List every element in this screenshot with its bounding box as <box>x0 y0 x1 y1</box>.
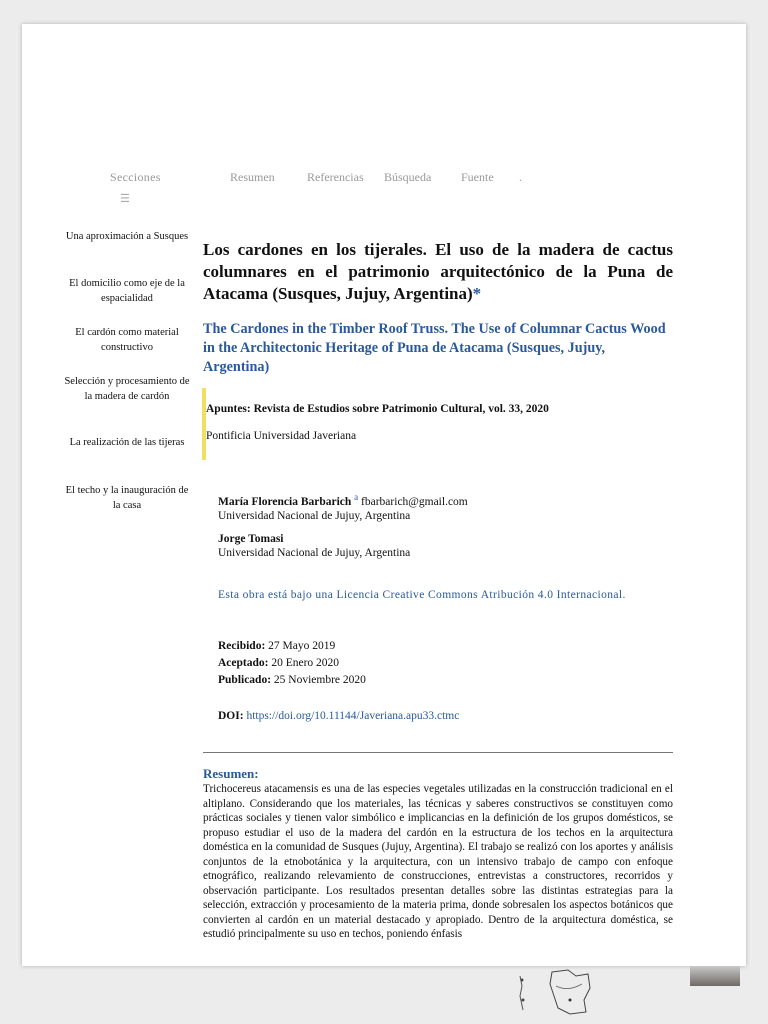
accepted-label: Aceptado: <box>218 657 269 669</box>
doi-row <box>218 710 459 722</box>
nav-link-busqueda[interactable]: Búsqueda <box>384 170 432 184</box>
publisher-name: Pontificia Universidad Javeriana <box>206 430 357 442</box>
abstract-title: Resumen: <box>203 766 259 781</box>
author-1-sup[interactable]: a <box>354 492 359 502</box>
photo-thumbnail <box>690 966 740 986</box>
nav-link-referencias[interactable]: Referencias <box>307 170 364 184</box>
document-page <box>22 24 746 966</box>
journal-name: Apuntes: Revista de Estudios sobre Patrimonio Cultural, vol. 33, 2020 <box>206 403 549 415</box>
received-date: 27 Mayo 2019 <box>268 640 336 652</box>
author-1-email[interactable]: fbarbarich@gmail.com <box>361 495 468 508</box>
sidebar-item-aproximacion[interactable]: Una aproximación a Susques <box>65 231 189 242</box>
author-1-affiliation: Universidad Nacional de Jujuy, Argentina <box>218 509 411 522</box>
abstract-text: Trichocereus atacamensis es una de las especies vegetales utilizadas en la construcción tradicional en el altiplano. Considerando que los materiales, las técnicas y saberes constructivos se constituyen como prácticas sociales y tienen valor simbólico e implicancias en la definición de los grupos domésticos, se propuso estudiar el uso de la madera del cardón en la estructura de los techos en la arquitectura doméstica en la comunidad de Susques (Jujuy, Argentina). El trabajo se realizó con los aportes y análisis conjuntos de la etnobotánica y la arquitectura, con un intensivo trabajo de campo con enfoque etnográfico, realizando relevamiento de construcciones, entrevistas a constructores, recorridos y observación participante. Los resultados presentan detalles sobre las distintas estrategias para la selección, extracción y procesamiento de la materia prima, donde sobresalen los aspectos botánicos que convierten al cardón en un material destacado y apropiado. Dentro de la arquitectura doméstica, se estudió principalmente su uso en techos, poniendo énfasis <box>203 783 673 940</box>
sidebar-item-techo[interactable]: El techo y la inauguración de la casa <box>65 485 189 511</box>
author-1-name: María Florencia Barbarich <box>218 495 352 508</box>
license-link[interactable]: Esta obra está bajo una Licencia Creative Commons Atribución 4.0 Internacional. <box>218 589 626 601</box>
title-es-text: Los cardones en los tijerales. El uso de la madera de cactus columnares en el patrimonio arquitectónico de la Puna de Atacama (Susques, Jujuy, Argentina) <box>203 240 673 303</box>
author-2 <box>218 532 410 560</box>
divider <box>203 752 673 753</box>
author-2-affiliation: Universidad Nacional de Jujuy, Argentina <box>218 547 411 559</box>
accepted-date: 20 Enero 2020 <box>271 657 340 669</box>
article-title-en: The Cardones in the Timber Roof Truss. The Use of Columnar Cactus Wood in the Architectonic Heritage of Puna de Atacama (Susques, Jujuy, Argentina) <box>203 321 666 375</box>
published-row <box>218 672 366 689</box>
sidebar-item-domicilio[interactable]: El domicilio como eje de la espacialidad <box>69 278 185 304</box>
article-title-es <box>203 239 673 305</box>
author-2-name: Jorge Tomasi <box>218 533 284 545</box>
nav-link-extra[interactable]: . <box>519 170 522 184</box>
author-1 <box>218 490 468 523</box>
region-map-icon <box>546 966 596 1018</box>
sidebar-item-cardon-material[interactable]: El cardón como material constructivo <box>75 327 179 353</box>
sidebar-item-tijeras[interactable]: La realización de las tijeras <box>69 437 185 448</box>
sections-label: Secciones <box>110 170 161 184</box>
nav-link-fuente[interactable]: Fuente <box>461 170 494 184</box>
doi-link[interactable]: https://doi.org/10.11144/Javeriana.apu33.ctmc <box>246 710 460 722</box>
published-date: 25 Noviembre 2020 <box>273 674 366 686</box>
title-footnote-mark[interactable]: * <box>472 284 482 303</box>
nav-link-resumen[interactable]: Resumen <box>230 170 275 184</box>
journal-highlight-bar <box>202 388 206 460</box>
dates-block <box>218 638 366 689</box>
accepted-row <box>218 655 366 672</box>
received-label: Recibido: <box>218 640 266 652</box>
published-label: Publicado: <box>218 674 272 686</box>
received-row <box>218 638 366 655</box>
doi-label: DOI: <box>218 710 244 722</box>
menu-icon[interactable]: ☰ <box>120 193 130 205</box>
sidebar-item-seleccion[interactable]: Selección y procesamiento de la madera de cardón <box>64 376 190 402</box>
